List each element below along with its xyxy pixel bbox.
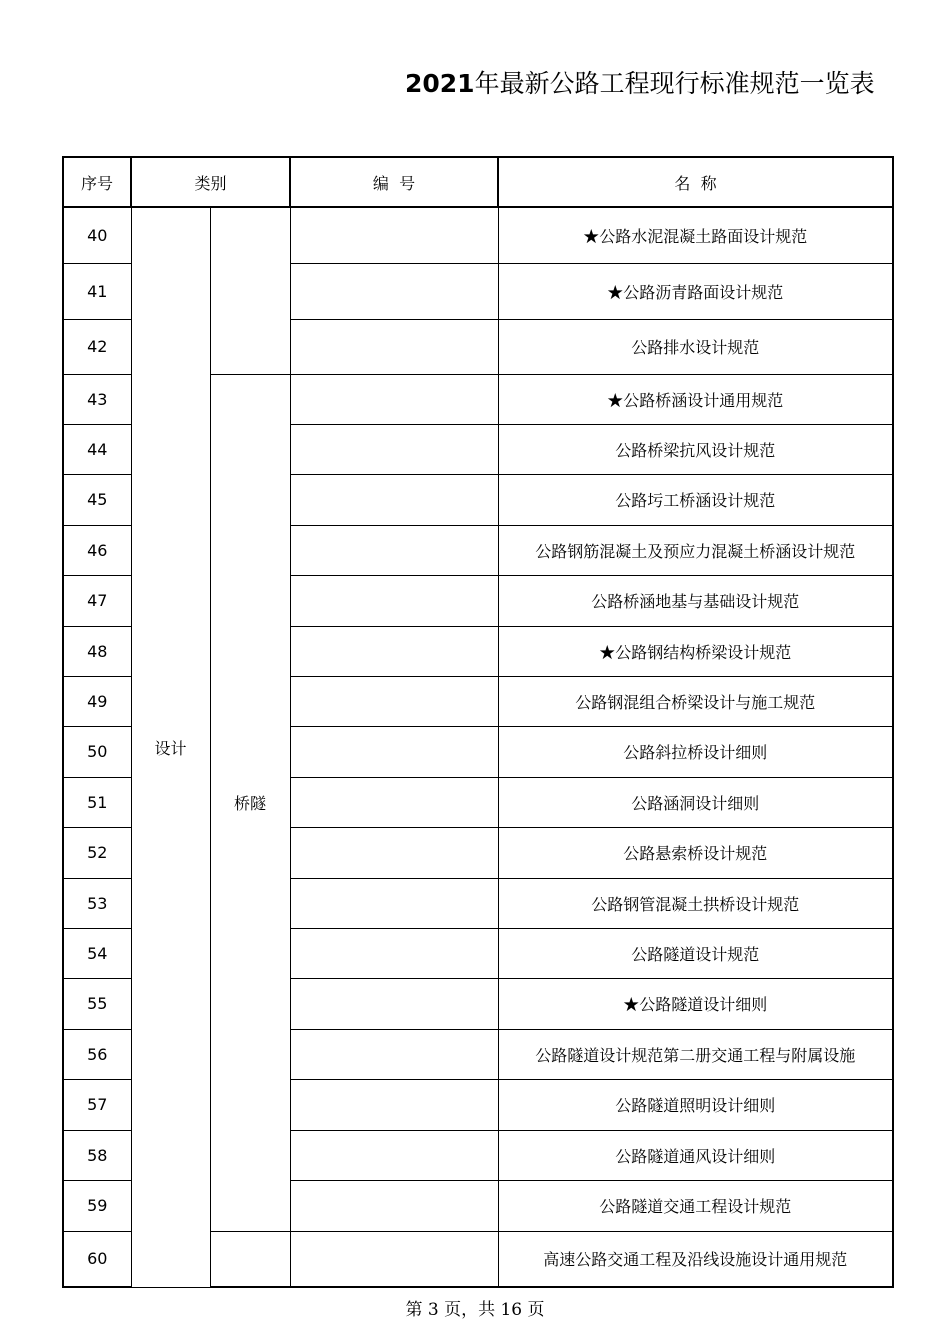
row-seq: 59: [63, 1180, 131, 1231]
row-code: [290, 525, 498, 575]
row-name: 公路隧道通风设计细则: [498, 1130, 893, 1180]
row-name: 公路隧道照明设计细则: [498, 1079, 893, 1130]
row-code: [290, 424, 498, 474]
row-code: [290, 1029, 498, 1079]
row-seq: 48: [63, 626, 131, 676]
subcategory-road-blank: [210, 207, 290, 374]
header-category: 类别: [131, 157, 290, 207]
row-name: 公路圬工桥涵设计规范: [498, 474, 893, 525]
page-title: [405, 66, 935, 102]
row-name: 公路悬索桥设计规范: [498, 827, 893, 878]
row-name: ★公路桥涵设计通用规范: [498, 374, 893, 424]
header-seq: 序号: [63, 157, 131, 207]
row-seq: 42: [63, 319, 131, 374]
row-code: [290, 1079, 498, 1130]
row-name: 公路桥涵地基与基础设计规范: [498, 575, 893, 626]
row-name: 公路桥梁抗风设计规范: [498, 424, 893, 474]
row-code: [290, 1180, 498, 1231]
row-code: [290, 676, 498, 726]
row-code: [290, 474, 498, 525]
row-seq: 51: [63, 777, 131, 827]
row-name: 公路钢管混凝土拱桥设计规范: [498, 878, 893, 928]
header-code: 编 号: [290, 157, 498, 207]
row-seq: 56: [63, 1029, 131, 1079]
subcategory-blank: [210, 1231, 290, 1287]
row-name: ★公路隧道设计细则: [498, 978, 893, 1029]
row-name: 公路涵洞设计细则: [498, 777, 893, 827]
row-name: ★公路沥青路面设计规范: [498, 263, 893, 319]
row-name: 公路钢混组合桥梁设计与施工规范: [498, 676, 893, 726]
row-code: [290, 777, 498, 827]
row-code: [290, 1231, 498, 1287]
row-seq: 58: [63, 1130, 131, 1180]
row-code: [290, 207, 498, 263]
standards-table: [62, 156, 894, 1288]
row-code: [290, 1130, 498, 1180]
row-seq: 49: [63, 676, 131, 726]
row-seq: 60: [63, 1231, 131, 1287]
row-name: 公路隧道交通工程设计规范: [498, 1180, 893, 1231]
row-seq: 46: [63, 525, 131, 575]
row-code: [290, 575, 498, 626]
subcategory-bridge-tunnel: 桥隧: [210, 374, 290, 1231]
row-name: 高速公路交通工程及沿线设施设计通用规范: [498, 1231, 893, 1287]
row-code: [290, 827, 498, 878]
row-seq: 41: [63, 263, 131, 319]
table-row: [63, 207, 893, 263]
row-name: ★公路钢结构桥梁设计规范: [498, 626, 893, 676]
row-seq: 52: [63, 827, 131, 878]
row-seq: 50: [63, 726, 131, 777]
row-seq: 40: [63, 207, 131, 263]
header-name: 名 称: [498, 157, 893, 207]
row-name: 公路排水设计规范: [498, 319, 893, 374]
row-code: [290, 374, 498, 424]
row-name: 公路隧道设计规范第二册交通工程与附属设施: [498, 1029, 893, 1079]
row-seq: 43: [63, 374, 131, 424]
category-design: 设计: [131, 207, 210, 1287]
row-seq: 53: [63, 878, 131, 928]
row-seq: 54: [63, 928, 131, 978]
row-code: [290, 626, 498, 676]
page-title-year: 2021: [405, 69, 475, 98]
row-code: [290, 726, 498, 777]
row-code: [290, 928, 498, 978]
row-code: [290, 319, 498, 374]
row-seq: 45: [63, 474, 131, 525]
row-name: 公路钢筋混凝土及预应力混凝土桥涵设计规范: [498, 525, 893, 575]
row-seq: 55: [63, 978, 131, 1029]
page-number: 第 3 页，共 16 页: [405, 1300, 545, 1320]
row-seq: 44: [63, 424, 131, 474]
row-code: [290, 978, 498, 1029]
page-title-text: 年最新公路工程现行标准规范一览表: [474, 69, 875, 98]
row-code: [290, 878, 498, 928]
row-name: ★公路水泥混凝土路面设计规范: [498, 207, 893, 263]
row-code: [290, 263, 498, 319]
row-name: 公路斜拉桥设计细则: [498, 726, 893, 777]
row-seq: 57: [63, 1079, 131, 1130]
row-name: 公路隧道设计规范: [498, 928, 893, 978]
row-seq: 47: [63, 575, 131, 626]
